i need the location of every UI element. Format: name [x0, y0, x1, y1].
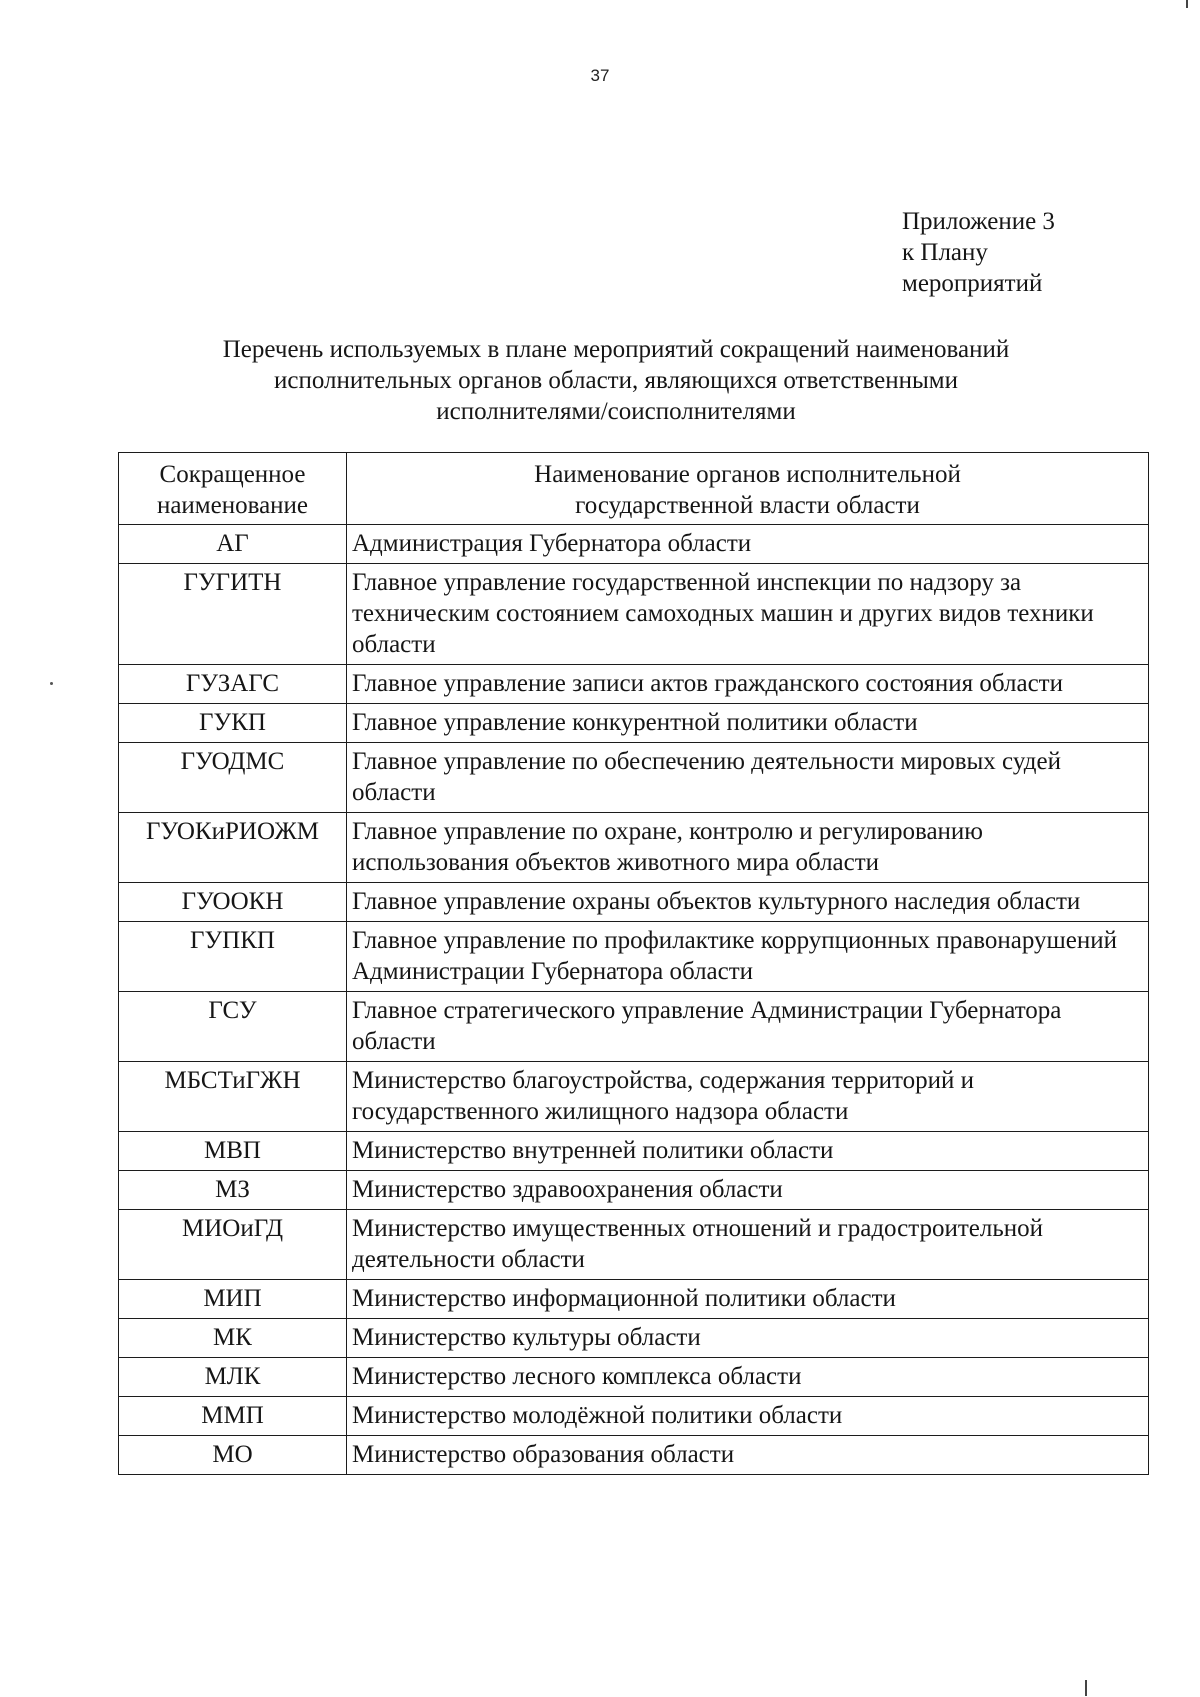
- full-name-cell: Министерство благоустройства, содержания территорий и государственного жилищного надзора области: [347, 1062, 1149, 1132]
- table-body: [119, 525, 1149, 1475]
- abbreviations-table: [118, 452, 1149, 1475]
- header-line: государственной власти области: [575, 492, 920, 519]
- abbreviation-cell: МО: [119, 1436, 347, 1475]
- table-row: [119, 665, 1149, 704]
- full-name-cell: Администрация Губернатора области: [347, 525, 1149, 564]
- full-name-cell: Министерство имущественных отношений и градостроительной деятельности области: [347, 1210, 1149, 1280]
- table-row: [119, 1436, 1149, 1475]
- full-name-cell: Министерство лесного комплекса области: [347, 1358, 1149, 1397]
- table-row: [119, 922, 1149, 992]
- table-row: [119, 992, 1149, 1062]
- scan-mark: [1085, 1680, 1087, 1696]
- full-name-cell: Главное управление охраны объектов культурного наследия области: [347, 883, 1149, 922]
- appendix-line: к Плану: [902, 239, 988, 266]
- table-row: [119, 883, 1149, 922]
- table-row: [119, 1280, 1149, 1319]
- table-row: [119, 525, 1149, 564]
- appendix-line: Приложение 3: [902, 208, 1055, 235]
- abbreviation-cell: ГУОКиРИОЖМ: [119, 813, 347, 883]
- abbreviation-cell: ГУООКН: [119, 883, 347, 922]
- title-line: исполнителями/соисполнителями: [436, 398, 796, 425]
- abbreviation-cell: МИОиГД: [119, 1210, 347, 1280]
- abbreviation-cell: ММП: [119, 1397, 347, 1436]
- header-full-name: [347, 453, 1149, 525]
- table-row: [119, 1210, 1149, 1280]
- table-row: [119, 704, 1149, 743]
- full-name-cell: Главное управление конкурентной политики области: [347, 704, 1149, 743]
- abbreviation-cell: МЛК: [119, 1358, 347, 1397]
- title-line: Перечень используемых в плане мероприятий сокращений наименований: [222, 336, 1010, 363]
- table-row: [119, 1319, 1149, 1358]
- abbreviation-cell: МИП: [119, 1280, 347, 1319]
- header-line: наименование: [156, 492, 309, 519]
- appendix-note: [902, 206, 1055, 299]
- abbreviation-cell: МК: [119, 1319, 347, 1358]
- full-name-cell: Министерство образования области: [347, 1436, 1149, 1475]
- header-line: Сокращенное: [159, 461, 306, 488]
- full-name-cell: Министерство здравоохранения области: [347, 1171, 1149, 1210]
- full-name-cell: Министерство информационной политики области: [347, 1280, 1149, 1319]
- full-name-cell: Министерство культуры области: [347, 1319, 1149, 1358]
- full-name-cell: Главное стратегического управление Администрации Губернатора области: [347, 992, 1149, 1062]
- table-row: [119, 1171, 1149, 1210]
- abbreviation-cell: ГУЗАГС: [119, 665, 347, 704]
- table-row: [119, 564, 1149, 665]
- appendix-line: мероприятий: [902, 270, 1043, 297]
- table-row: [119, 813, 1149, 883]
- full-name-cell: Главное управление государственной инспекции по надзору за техническим состоянием самоходных машин и других видов техники области: [347, 564, 1149, 665]
- table-header-row: [119, 453, 1149, 525]
- table-row: [119, 1397, 1149, 1436]
- abbreviation-cell: ГУПКП: [119, 922, 347, 992]
- abbreviation-cell: ГУКП: [119, 704, 347, 743]
- full-name-cell: Главное управление по профилактике коррупционных правонарушений Администрации Губернатора области: [347, 922, 1149, 992]
- abbreviation-cell: МВП: [119, 1132, 347, 1171]
- table-row: [119, 743, 1149, 813]
- full-name-cell: Министерство молодёжной политики области: [347, 1397, 1149, 1436]
- abbreviation-cell: ГУГИТН: [119, 564, 347, 665]
- page-number: 37: [590, 66, 610, 85]
- document-title: [130, 334, 1102, 427]
- header-line: Наименование органов исполнительной: [534, 461, 961, 488]
- scan-speck: [50, 682, 53, 685]
- scan-mark: [1186, 0, 1188, 8]
- full-name-cell: Министерство внутренней политики области: [347, 1132, 1149, 1171]
- abbreviation-cell: МБСТиГЖН: [119, 1062, 347, 1132]
- table-row: [119, 1132, 1149, 1171]
- full-name-cell: Главное управление по обеспечению деятельности мировых судей области: [347, 743, 1149, 813]
- title-line: исполнительных органов области, являющихся ответственными: [274, 367, 958, 394]
- abbreviation-cell: ГУОДМС: [119, 743, 347, 813]
- abbreviation-cell: АГ: [119, 525, 347, 564]
- abbreviation-cell: ГСУ: [119, 992, 347, 1062]
- header-abbreviation: [119, 453, 347, 525]
- full-name-cell: Главное управление по охране, контролю и регулированию использования объектов животного мира области: [347, 813, 1149, 883]
- table-row: [119, 1358, 1149, 1397]
- full-name-cell: Главное управление записи актов гражданского состояния области: [347, 665, 1149, 704]
- table-row: [119, 1062, 1149, 1132]
- abbreviation-cell: МЗ: [119, 1171, 347, 1210]
